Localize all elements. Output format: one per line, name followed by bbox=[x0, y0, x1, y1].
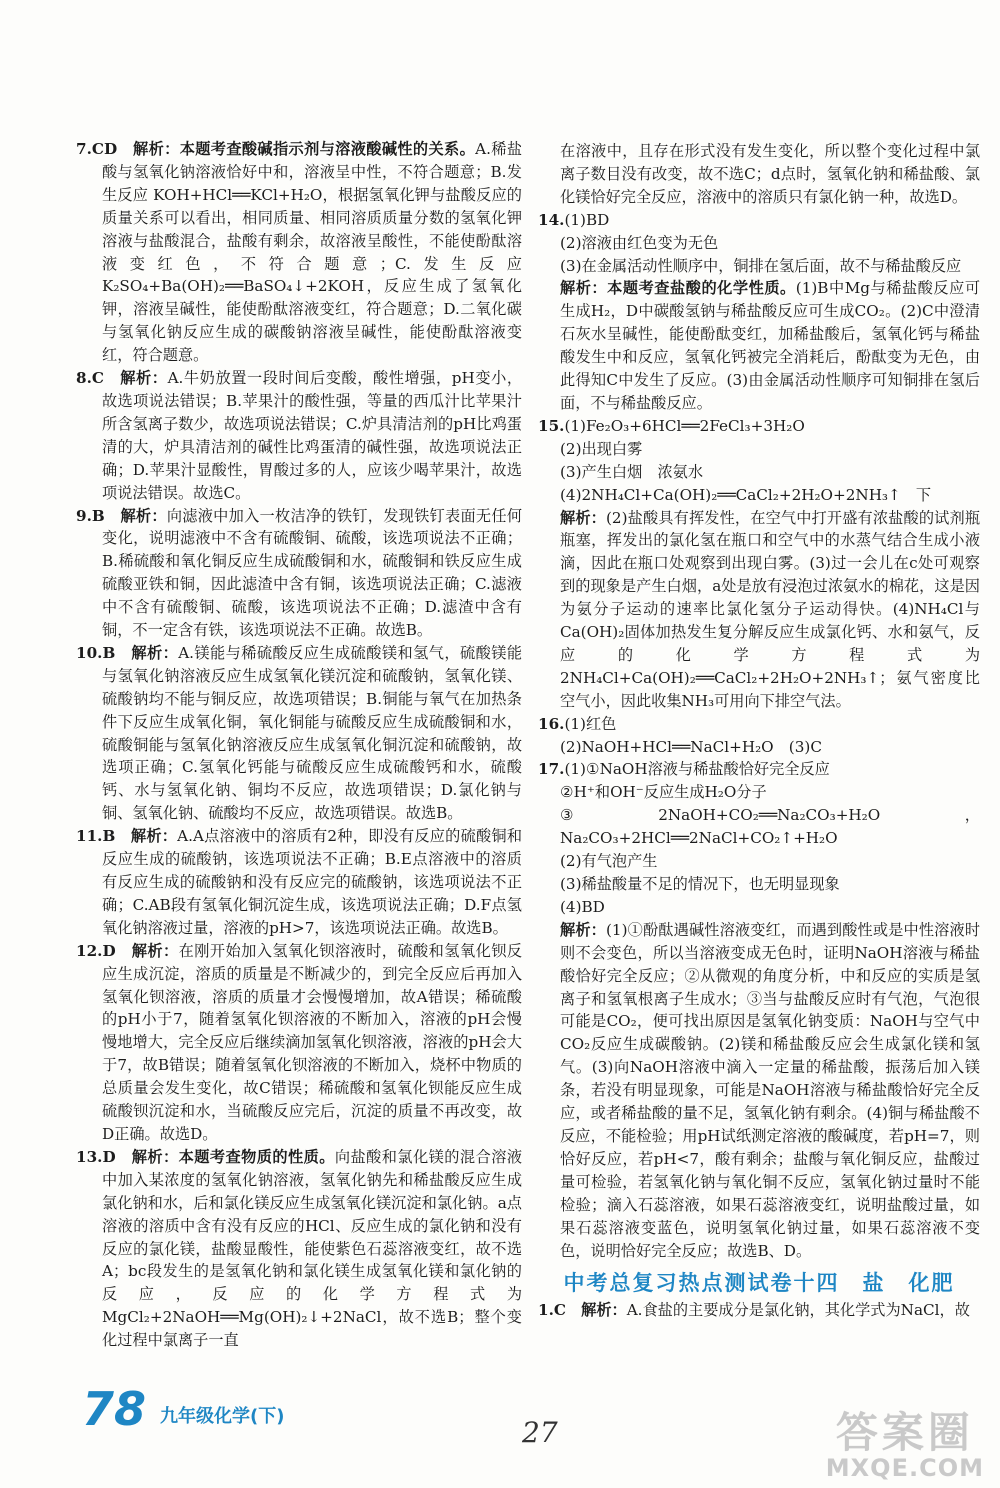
answer-15-part-2: (2)出现白雾 bbox=[560, 439, 643, 458]
answer-item-10: 10.B 解析：A.镁能与稀硫酸反应生成硫酸镁和氢气，硫酸镁能与氢氧化钠溶液反应生成氢氧化镁沉淀和硫酸钠，氢氧化镁、硫酸钠均不能与铜反应，故选项错误；B.铜能与氧气在加热条件下反应生成氧化铜，氧化铜能与硫酸反应生成硫酸铜和水，硫酸铜能与氢氧化钠溶液反应生成氢氧化铜沉淀和硫酸钠，故选项正确；C.氢氧化钙能与硫酸反应生成硫酸钙和水，硫酸钙、水与氢氧化钠、铜均不反应，故选项错误；D.氯化钠与铜、氢氧化钠、硫酸均不反应，故选项错误。故选B。 bbox=[76, 643, 523, 823]
answer-item-1: 1.C 解析：A.食盐的主要成分是氯化钠，其化学式为NaCl，故 bbox=[538, 1301, 970, 1320]
answer-16-part-2: (2)NaOH+HCl══NaCl+H₂O (3)C bbox=[560, 737, 822, 756]
answer-14-part-3: (3)在金属活动性顺序中，铜排在氢后面，故不与稀盐酸反应 bbox=[560, 256, 962, 275]
answer-item-8: 8.C 解析：A.牛奶放置一段时间后变酸，酸性增强，pH变小，故选项说法错误；B.苹果汁的酸性强，等量的西瓜汁比苹果汁所含氢离子数少，故选项说法错误；C.炉具清洁剂的pH比鸡蛋清的大，炉具清洁剂的碱性比鸡蛋清的碱性强，故选项说法正确；D.苹果汁显酸性，胃酸过多的人，应该少喝苹果汁，故选项说法错误。故选C。 bbox=[76, 369, 523, 502]
watermark-top-text: 答案圈 bbox=[835, 1408, 974, 1457]
right-column bbox=[538, 140, 980, 1322]
answer-17-part-4: (4)BD bbox=[560, 897, 605, 916]
answer-item-15: 15.(1)Fe₂O₃+6HCl══2FeCl₃+3H₂O bbox=[538, 416, 805, 435]
page-number: 78 bbox=[82, 1382, 147, 1436]
answer-item-9: 9.B 解析：向滤液中加入一枚洁净的铁钉，发现铁钉表面无任何变化，说明滤液中不含有硫酸铜、硫酸，该选项说法不正确；B.稀硫酸和氧化铜反应生成硫酸铜和水，硫酸铜和铁反应生成硫酸亚铁和铜，因此滤渣中含有铜，该选项说法正确；C.滤液中不含有硫酸铜、硫酸，该选项说法不正确；D.滤渣中含有铜，不一定含有铁，该选项说法不正确。故选B。 bbox=[76, 506, 523, 640]
answer-17-part-3: (3)稀盐酸量不足的情况下，也无明显现象 bbox=[560, 875, 840, 893]
answer-15-explanation: 解析：(2)盐酸具有挥发性，在空气中打开盛有浓盐酸的试剂瓶瓶塞，挥发出的氯化氢在瓶口和空气中的水蒸气结合生成小液滴，因此在瓶口处观察到出现白雾。(3)过一会儿在c处可观察到的现象是产生白烟，a处是放有浸泡过浓氨水的棉花，这是因为氨分子运动的速率比氯化氢分子运动得快。(4)NH₄Cl与Ca(OH)₂固体加热发生复分解反应生成氯化钙、水和氨气，反应的化学方程式为2NH₄Cl+Ca(OH)₂══CaCl₂+2H₂O+2NH₃↑；氨气密度比空气小，因此收集NH₃可用向下排空气法。 bbox=[560, 508, 981, 710]
answer-14-explanation: 解析：本题考查盐酸的化学性质。(1)B中Mg与稀盐酸反应可生成H₂，D中碳酸氢钠与稀盐酸反应可生成CO₂。(2)C中澄清石灰水呈碱性，能使酚酞变红，加稀盐酸后，氢氧化钙与稀盐酸发生中和反应，氢氧化钙被完全消耗后，酚酞变为无色，由此得知C中发生了反应。(3)由金属活动性顺序可知铜排在氢后面，不与稀盐酸反应。 bbox=[560, 279, 981, 412]
answer-17-part-1c: ③2NaOH+CO₂══Na₂CO₃+H₂O，Na₂CO₃+2HCl══2NaCl+CO₂↑+H₂O bbox=[560, 806, 980, 848]
answer-17-part-2: (2)有气泡产生 bbox=[560, 852, 658, 871]
answer-item-14: 14.(1)BD bbox=[538, 210, 610, 229]
handwritten-mark: 27 bbox=[522, 1416, 558, 1449]
answer-17-part-1b: ②H⁺和OH⁻反应生成H₂O分子 bbox=[560, 783, 767, 802]
answer-item-16: 16.(1)红色 bbox=[538, 714, 617, 733]
answer-item-13: 13.D 解析：本题考查物质的性质。向盐酸和氯化镁的混合溶液中加入某浓度的氢氧化钠溶液，氢氧化钠先和稀盐酸反应生成氯化钠和水，后和氯化镁反应生成氢氧化镁沉淀和氯化钠。a点溶液的溶质中含有没有反应的HCl、反应生成的氯化钠和没有反应的氯化镁，盐酸显酸性，能使紫色石蕊溶液变红，故不选A；bc段发生的是氢氧化钠和氯化镁生成氢氧化镁和氯化钠的反应，反应的化学方程式为 MgCl₂+2NaOH══Mg(OH)₂↓+2NaCl，故不选B；整个变化过程中氯离子一直 bbox=[76, 1147, 523, 1350]
answer-item-13-continued: 在溶液中，且存在形式没有发生变化，所以整个变化过程中氯离子数目没有改变，故不选C；d点时，氢氧化钠和稀盐酸、氯化镁恰好完全反应，溶液中的溶质只有氯化钠一种，故选D。 bbox=[560, 142, 980, 206]
answer-15-part-3: (3)产生白烟 浓氨水 bbox=[560, 462, 704, 481]
answer-14-part-2: (2)溶液由红色变为无色 bbox=[560, 233, 719, 252]
left-column bbox=[76, 138, 522, 1352]
answer-15-part-4: (4)2NH₄Cl+Ca(OH)₂══CaCl₂+2H₂O+2NH₃↑ 下 bbox=[560, 485, 932, 504]
section-heading: 中考总复习热点测试卷十四 盐 化肥 bbox=[563, 1271, 955, 1296]
watermark-bottom-text: MXQE.COM bbox=[825, 1454, 984, 1482]
subject-label: 九年级化学(下) bbox=[160, 1406, 285, 1427]
watermark-logo bbox=[826, 1400, 984, 1482]
answer-item-11: 11.B 解析：A.A点溶液中的溶质有2种，即没有反应的硫酸铜和反应生成的硫酸钠，该选项说法不正确；B.E点溶液中的溶质有反应生成的硫酸钠和没有反应完的硫酸钠，该选项说法不正确；C.AB段有氢氧化铜沉淀生成，该选项说法正确；D.F点氢氧化钠溶液过量，溶液的pH>7，该选项说法正确。故选B。 bbox=[76, 827, 523, 937]
answer-17-explanation: 解析：(1)①酚酞遇碱性溶液变红，而遇到酸性或是中性溶液时则不会变色，所以当溶液变成无色时，证明NaOH溶液与稀盐酸恰好完全反应；②从微观的角度分析，中和反应的实质是氢离子和氢氧根离子生成水；③当与盐酸反应时有气泡，气泡很可能是CO₂，便可找出原因是氢氧化钠变质：NaOH与空气中CO₂反应生成碳酸钠。(2)镁和稀盐酸反应会生成氯化镁和氢气。(3)向NaOH溶液中滴入一定量的稀盐酸，振荡后加入镁条，若没有明显现象，可能是NaOH溶液与稀盐酸恰好完全反应，或者稀盐酸的量不足，氢氧化钠有剩余。(4)铜与稀盐酸不反应，不能检验；用pH试纸测定溶液的酸碱度，若pH=7，则恰好反应，若pH<7，酸有剩余；盐酸与氧化铜反应，盐酸过量可检验，若氢氧化钠与氧化铜不反应，氢氧化钠过量时不能检验；滴入石蕊溶液，如果石蕊溶液变红，说明盐酸过量，如果石蕊溶液变蓝色，说明氢氧化钠过量，如果石蕊溶液不变色，说明恰好完全反应；故选B、D。 bbox=[560, 920, 981, 1260]
answer-item-12: 12.D 解析：在刚开始加入氢氧化钡溶液时，硫酸和氢氧化钡反应生成沉淀，溶质的质量是不断减少的，到完全反应后再加入氢氧化钡溶液，溶质的质量才会慢慢增加，故A错误；稀硫酸的pH小于7，随着氢氧化钡溶液的不断加入，溶液的pH会慢慢地增大，完全反应后继续滴加氢氧化钡溶液，溶液的pH会大于7，故B错误；随着氢氧化钡溶液的不断加入，烧杯中物质的总质量会发生变化，故C错误；稀硫酸和氢氧化钡能反应生成硫酸钡沉淀和水，当硫酸反应完后，沉淀的质量不再改变，故D正确。故选D。 bbox=[76, 941, 523, 1143]
answer-item-7: 7.CD 解析：本题考查酸碱指示剂与溶液酸碱性的关系。A.稀盐酸与氢氧化钠溶液恰好中和，溶液呈中性，不符合题意；B.发生反应 KOH+HCl══KCl+H₂O，根据氢氧化钾与盐酸反应的质量关系可以看出，相同质量、相同溶质质量分数的氢氧化钾溶液与盐酸混合，盐酸有剩余，故溶液呈酸性，不能使酚酞溶液变红色，不符合题意；C.发生反应 K₂SO₄+Ba(OH)₂══BaSO₄↓+2KOH，反应生成了氢氧化钾，溶液呈碱性，能使酚酞溶液变红，符合题意；D.二氧化碳与氢氧化钠反应生成的碳酸钠溶液呈碱性，能使酚酞溶液变红，符合题意。 bbox=[76, 140, 523, 365]
answer-item-17: 17.(1)①NaOH溶液与稀盐酸恰好完全反应 bbox=[538, 760, 830, 779]
